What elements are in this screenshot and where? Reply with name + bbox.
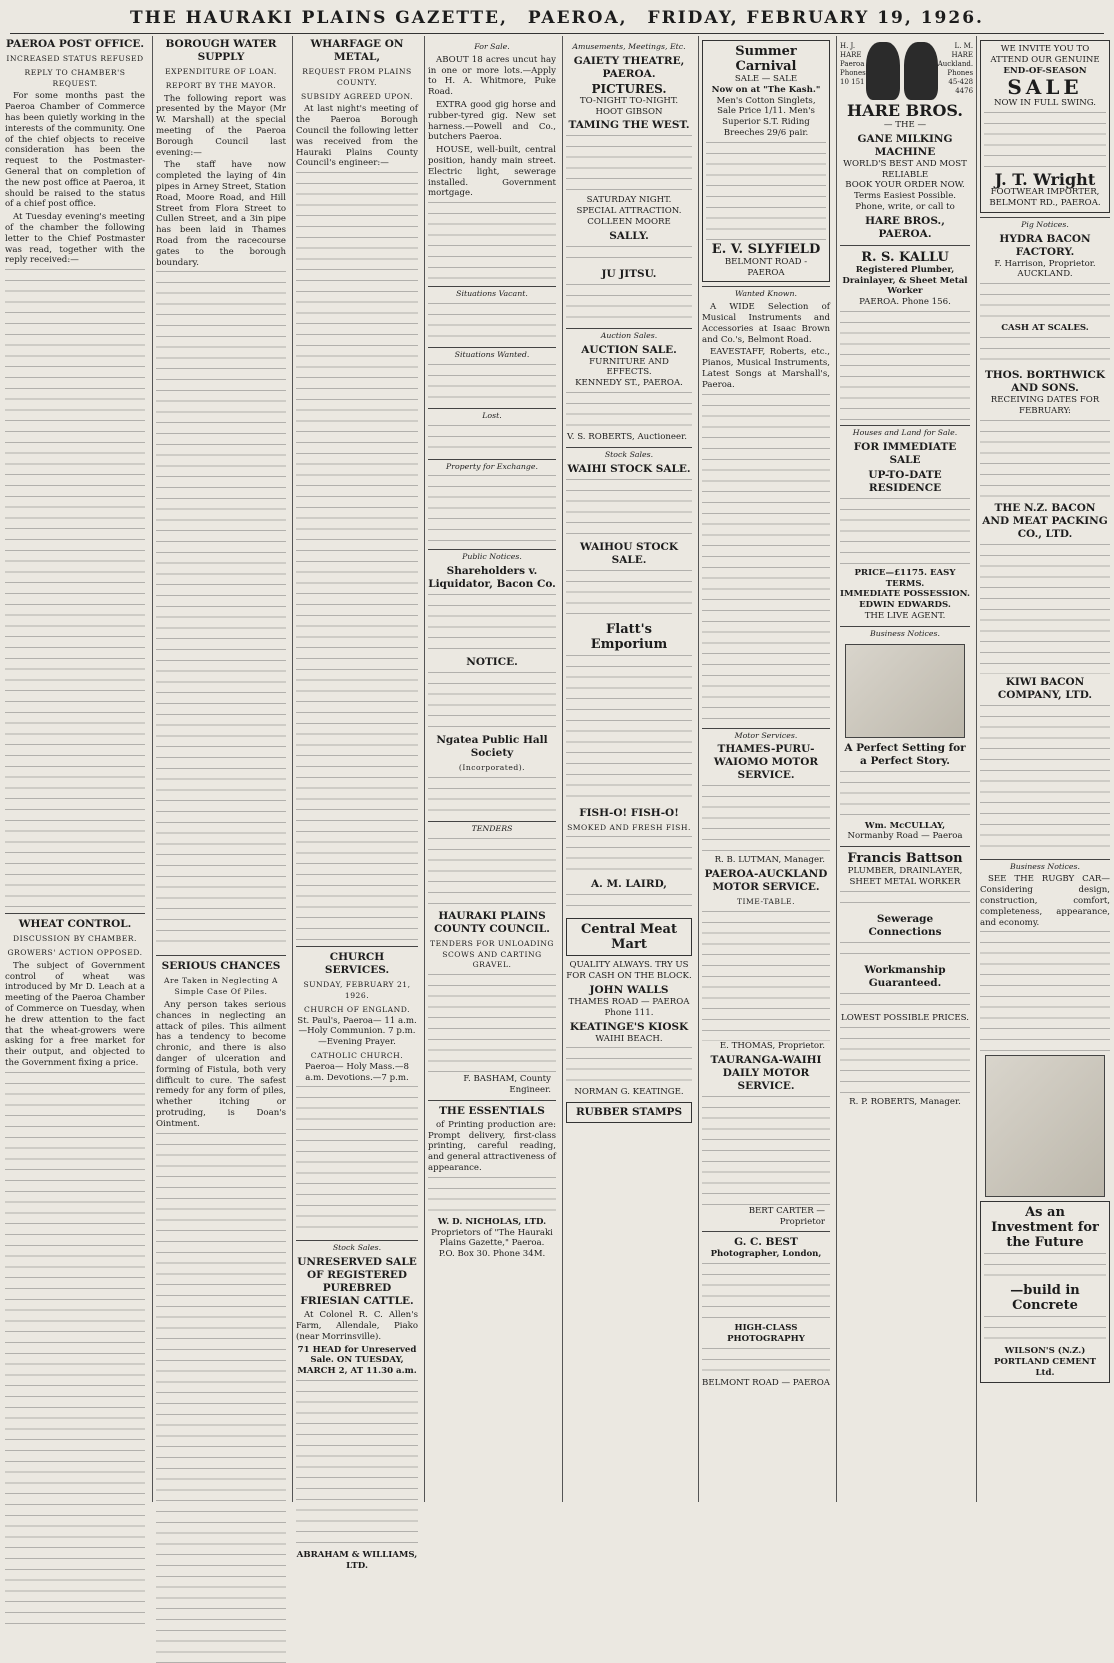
hare-left-contact: H. J. HARE Paeroa Phones 10 151 (840, 42, 866, 86)
theatre-name: GAIETY THEATRE, PAEROA. (573, 54, 685, 80)
body-text-block (428, 364, 556, 404)
notice-title: THE N.Z. BACON AND MEAT PACKING CO., LTD. (982, 501, 1108, 540)
section-heading: Property for Exchange. (428, 459, 556, 473)
ad-address: Normanby Road — Paeroa (847, 831, 963, 842)
divider (840, 245, 970, 246)
ad-contact: P.O. Box 30. Phone 34M. (438, 1249, 546, 1260)
service-signature: BERT CARTER — Proprietor (748, 1205, 825, 1227)
sale-agent: ABRAHAM & WILLIAMS, LTD. (296, 1549, 418, 1571)
theatre-tonight: TO-NIGHT TO-NIGHT. (579, 95, 679, 106)
ad-company-sub: Proprietors of "The Hauraki Plains Gazette," Paeroa. (431, 1227, 553, 1249)
masthead-town: PAEROA, (527, 8, 628, 28)
body-text-block (566, 1047, 692, 1087)
ad-subtitle: Registered Plumber, Drainlayer, & Sheet Metal Worker (842, 264, 968, 297)
article-paragraph: The following report was presented by the Mayor (Mr W. Marshall) at the special meeting of the Paeroa Borough Council last evening:— (156, 93, 286, 158)
notice-subtitle: (Incorporated). (458, 763, 526, 773)
auction-title: AUCTION SALE. (581, 343, 677, 356)
section-heading: Situations Wanted. (428, 347, 556, 361)
body-text-block (428, 838, 556, 908)
sale-invite: WE INVITE YOU TO ATTEND OUR GENUINE (990, 44, 1100, 65)
body-text-block (428, 974, 556, 1074)
section-heading: Business Notices. (840, 626, 970, 640)
theatre-star: COLLEEN MOORE (587, 216, 671, 227)
ad-company: E. V. SLYFIELD (711, 241, 821, 257)
ad-title: SERIOUS CHANCES (161, 960, 281, 973)
sale-word: SALE (1007, 75, 1083, 100)
column-8 (976, 36, 1113, 1502)
ad-cta: BOOK YOUR ORDER NOW. (845, 180, 965, 191)
service-subtitle: TIME-TABLE. (736, 897, 796, 907)
masthead-rule (10, 33, 1104, 34)
article-title: WHARFAGE ON METAL, (310, 38, 404, 63)
concrete-ad (980, 1201, 1110, 1382)
ad-company: W. D. NICHOLAS, LTD. (437, 1216, 547, 1227)
service-title: TAURANGA-WAIHI DAILY MOTOR SERVICE. (710, 1053, 822, 1092)
service-title: PAEROA-AUCKLAND MOTOR SERVICE. (704, 868, 828, 894)
section-heading: Situations Vacant. (428, 286, 556, 300)
carnival-title: Summer Carnival (735, 44, 797, 74)
article-title: BOROUGH WATER SUPPLY (165, 38, 277, 63)
agent-name: EDWIN EDWARDS. (859, 600, 951, 611)
body-text-block (428, 425, 556, 455)
ad-title: Flatt's Emporium (590, 621, 668, 652)
stock-sale-title: WAIHOU STOCK SALE. (579, 540, 679, 566)
column-7 (836, 36, 973, 1502)
body-text-block (702, 1263, 830, 1323)
column-6 (698, 36, 833, 1502)
body-text-block (296, 1380, 418, 1550)
body-text-block (984, 1316, 1106, 1346)
church-denomination: CHURCH OF ENGLAND. (304, 1004, 410, 1014)
ad-company: G. C. BEST (734, 1236, 798, 1249)
section-heading: For Sale. (474, 42, 510, 51)
body-text-block (428, 202, 556, 282)
ad-slogan: QUALITY ALWAYS. TRY US FOR CASH ON THE BLOCK. (566, 960, 692, 982)
ad-subtitle: FOOTWEAR IMPORTER, BELMONT RD., PAEROA. (989, 187, 1101, 208)
ad-slogan: —build in Concrete (1010, 1283, 1080, 1314)
section-heading: TENDERS (428, 821, 556, 835)
classified-ad: EAVESTAFF, Roberts, etc., Pianos, Musical Instruments, Latest Songs at Marshall's, Paeroa. (702, 347, 830, 390)
article-subhead: REPLY TO CHAMBER'S REQUEST. (24, 67, 126, 88)
section-heading: Stock Sales. (566, 447, 692, 461)
body-text-block (566, 246, 692, 266)
section-heading: Pig Notices. (980, 217, 1110, 231)
church-date: SUNDAY, FEBRUARY 21, 1926. (303, 980, 411, 1000)
church-denomination: CATHOLIC CHURCH. (310, 1050, 404, 1060)
ad-feature: Sewerage Connections (868, 912, 942, 938)
notice-title: Ngatea Public Hall Society (436, 734, 548, 760)
body-text-block (980, 283, 1110, 323)
theatre-pictures: PICTURES. (591, 81, 667, 96)
body-text-block (980, 544, 1110, 674)
notice-subtitle: F. Harrison, Proprietor. AUCKLAND. (994, 258, 1096, 280)
article-title: WHEAT CONTROL. (18, 918, 132, 931)
theatre-saturday: SATURDAY NIGHT. (586, 195, 672, 206)
section-heading: Amusements, Meetings, Etc. (572, 42, 686, 51)
ad-feature: LOWEST POSSIBLE PRICES. (841, 1012, 969, 1023)
body-text-block (5, 1072, 145, 1632)
ad-title: RUBBER STAMPS (566, 1102, 692, 1123)
body-text-block (428, 1177, 556, 1217)
article-subhead: GROWERS' ACTION OPPOSED. (7, 947, 143, 957)
body-text-block (296, 1086, 418, 1236)
classified-ad: ABOUT 18 acres uncut hay in one or more lots.—Apply to H. A. Whitmore, Puke Road. (428, 54, 556, 98)
section-heading: Houses and Land for Sale. (840, 425, 970, 439)
body-text-block (706, 142, 826, 242)
notice-title: NOTICE. (466, 656, 518, 669)
ad-address: BELMONT ROAD - PAEROA (724, 256, 808, 278)
classified-ad: HOUSE, well-built, central position, handy main street. Electric light, sewerage installed. Government mortgage. (428, 145, 556, 199)
masthead (0, 8, 1114, 32)
notice-subtitle: RECEIVING DATES FOR FEBRUARY: (990, 394, 1100, 416)
body-text-block (980, 705, 1110, 855)
rabbit-icon (866, 42, 900, 100)
masthead-paper: THE HAURAKI PLAINS GAZETTE, (130, 8, 508, 28)
body-text-block (156, 1133, 286, 1663)
masthead-date: FRIDAY, FEBRUARY 19, 1926. (647, 8, 984, 28)
body-text-block (984, 112, 1106, 172)
divider (840, 846, 970, 847)
carnival-location: Now on at "The Kash." (711, 84, 821, 95)
article-subtitle: DISCUSSION BY CHAMBER. (13, 934, 137, 944)
carnival-ad (702, 40, 830, 282)
ad-terms: Terms Easiest Possible. (853, 191, 957, 202)
article-subtitle: REQUEST FROM PLAINS COUNTY. (302, 67, 412, 87)
body-text-block (296, 172, 418, 942)
divider (428, 1100, 556, 1101)
column-1 (2, 36, 148, 1502)
ad-paragraph: Any person takes serious chances in neglecting an attack of piles. This ailment has a tendency to become chronic, and there is also danger of ulceration and forming of Fistula, both very difficult to cure. The safest remedy for any form of piles, whether itching or protruding, is Doan's Ointment. (156, 999, 286, 1129)
ad-title: As an Investment for the Future (991, 1205, 1099, 1251)
ad-product-sub: WORLD'S BEST AND MOST RELIABLE (843, 158, 967, 180)
classified-ad: SEE THE RUGBY CAR—Considering design, construction, comfort, completeness, appearance, and economy. (980, 874, 1110, 928)
church-times: St. Paul's, Paeroa— 11 a.m.—Holy Communion. 7 p.m.—Evening Prayer. (297, 1015, 417, 1048)
notice-title: Shareholders v. Liquidator, Bacon Co. (428, 565, 556, 591)
ad-company: J. T. Wright (994, 170, 1096, 190)
article-subtitle: INCREASED STATUS REFUSED (6, 54, 144, 63)
notice-cash: CASH AT SCALES. (1001, 323, 1089, 334)
ad-title: A Perfect Setting for a Perfect Story. (844, 741, 966, 767)
auction-items: FURNITURE AND EFFECTS. (589, 356, 669, 378)
hare-header (840, 42, 974, 100)
divider (5, 913, 145, 914)
ad-company: R. S. KALLU (861, 249, 949, 265)
ad-feature: Workmanship Guaranteed. (864, 963, 946, 989)
agent-tagline: THE LIVE AGENT. (864, 610, 946, 621)
body-text-block (980, 420, 1110, 500)
sale-status: NOW IN FULL SWING. (993, 98, 1097, 109)
auction-location: KENNEDY ST., PAEROA. (575, 378, 683, 389)
service-signature: E. THOMAS, Proprietor. (719, 1040, 825, 1051)
divider (702, 1231, 830, 1232)
ad-company: A. M. LAIRD, (591, 878, 667, 891)
body-text-block (566, 284, 692, 324)
theatre-feature: JU JITSU. (601, 267, 657, 280)
ad-address: THAMES ROAD — PAEROA (568, 996, 690, 1007)
ad-feature: HIGH-CLASS PHOTOGRAPHY (727, 1323, 805, 1344)
ad-product: GANE MILKING MACHINE (857, 132, 953, 158)
ad-divider-text: — THE — (883, 120, 927, 130)
body-text-block (984, 1253, 1106, 1283)
service-title: THAMES-PURU-WAIOMO MOTOR SERVICE. (713, 743, 819, 782)
ad-title: Central Meat Mart (566, 918, 692, 956)
notice-signature: F. BASHAM, County Engineer. (463, 1074, 551, 1095)
body-text-block (428, 672, 556, 732)
body-text-block (428, 475, 556, 545)
theatre-feature: TAMING THE WEST. (568, 119, 690, 132)
ad-subtitle: PLUMBER, DRAINLAYER, SHEET METAL WORKER (847, 866, 963, 887)
ad-title: FISH-O! FISH-O! (579, 806, 679, 819)
column-5 (562, 36, 695, 1502)
notice-title: HYDRA BACON FACTORY. (999, 232, 1091, 258)
body-text-block (566, 570, 692, 620)
ad-company: Francis Battson (847, 851, 963, 867)
body-text-block (840, 311, 970, 421)
body-text-block (566, 135, 692, 195)
article-paragraph: The staff have now completed the laying of 4in pipes in Arney Street, Station Road, Moore Road, and Hill Street from Flora Street to Cullen Street, and a 3in pipe has been laid in Thames Road from the racecourse gates to the borough boundary. (156, 160, 286, 268)
sale-type: END-OF-SEASON (1003, 65, 1087, 76)
stock-sale-title: WAIHI STOCK SALE. (567, 462, 691, 475)
body-text-block (566, 655, 692, 805)
notice-title: THOS. BORTHWICK AND SONS. (984, 368, 1106, 394)
section-heading: Motor Services. (702, 728, 830, 742)
ad-company: WILSON'S (N.Z.) PORTLAND CEMENT Ltd. (993, 1346, 1097, 1378)
church-times: Paeroa— Holy Mass.—8 a.m. Devotions.—7 p.m. (305, 1061, 409, 1083)
article-paragraph: At Tuesday evening's meeting of the chamber the following letter to the Chief Postmaster was read, together with the reply received:— (5, 212, 145, 266)
ad-company: Wm. McCULLAY, (864, 820, 946, 831)
notice-title: HAURAKI PLAINS COUNTY COUNCIL. (434, 909, 550, 935)
hare-bros-logo: HARE BROS. (847, 101, 963, 120)
ad-company: JOHN WALLS (589, 983, 669, 996)
article-paragraph: At last night's meeting of the Paeroa Borough Council the following letter was received from the Hauraki Plains County Council's engineer:— (296, 104, 418, 169)
body-text-block (5, 269, 145, 909)
auction-signature: V. S. ROBERTS, Auctioneer. (567, 431, 687, 442)
ad-address: BELMONT ROAD — PAEROA (702, 1377, 830, 1388)
section-heading: Wanted Known. (702, 286, 830, 300)
theatre-feature: SALLY. (609, 229, 649, 242)
section-heading: Stock Sales. (296, 1240, 418, 1254)
article-paragraph: The subject of Government control of wheat was introduced by Mr D. Leach at a meeting of the Paeroa Chamber of Commerce on Tuesday, when he drew attention to the fact that the wheat-growers were asking for a free market for their output, and objected to the Government fixing a price. (5, 960, 145, 1068)
body-text-block (566, 894, 692, 914)
house-price: PRICE—£1175. EASY TERMS. (854, 567, 956, 589)
body-text-block (702, 785, 830, 855)
house-possession: IMMEDIATE POSSESSION. (840, 589, 970, 600)
body-text-block (428, 303, 556, 343)
service-signature: R. B. LUTMAN, Manager. (714, 855, 825, 866)
cottage-illustration (985, 1055, 1105, 1197)
ad-subtitle: WAIHI BEACH. (595, 1033, 663, 1044)
ad-title: THE ESSENTIALS (439, 1104, 545, 1117)
body-text-block (702, 1348, 830, 1378)
body-text-block (566, 479, 692, 539)
column-2 (152, 36, 289, 1502)
classified-ad: A WIDE Selection of Musical Instruments and Accessories at Isaac Brown and Co.'s, Belmont Road. (702, 302, 830, 345)
body-text-block (840, 771, 970, 821)
body-text-block (840, 498, 970, 568)
notice-subtitle: TENDERS FOR UNLOADING SCOWS AND CARTING GRAVEL. (430, 938, 554, 970)
classified-ad: EXTRA good gig horse and rubber-tyred gig. New set harness.—Powell and Co., butchers Paeroa. (428, 99, 556, 143)
rabbit-icons (866, 42, 938, 100)
body-text-block (566, 392, 692, 432)
ad-company: HARE BROS., PAEROA. (865, 214, 945, 240)
ad-contact-line: Phone, write, or call to (855, 201, 955, 212)
section-heading: Auction Sales. (566, 328, 692, 342)
column-3 (292, 36, 421, 1571)
rabbit-icon (904, 42, 938, 100)
article-subtitle: EXPENDITURE OF LOAN. (165, 67, 277, 76)
ad-contact: PAEROA. Phone 156. (859, 297, 951, 308)
sale-date: 71 HEAD for Unreserved Sale. ON TUESDAY, MARCH 2, AT 11.30 a.m. (297, 1344, 417, 1377)
section-heading: Public Notices. (428, 549, 556, 563)
column-4 (424, 36, 559, 1502)
hare-right-contact: L. M. HARE Auckland. Phones 45-428 4476 (937, 42, 974, 95)
body-text-block (840, 1027, 970, 1097)
house-sale-subtitle: UP-TO-DATE RESIDENCE (868, 468, 942, 494)
body-text-block (566, 836, 692, 876)
article-subhead: REPORT BY THE MAYOR. (165, 80, 277, 90)
couple-illustration (845, 644, 965, 738)
theatre-star: HOOT GIBSON (595, 106, 663, 117)
carnival-items: Men's Cotton Singlets, Sale Price 1/11. Men's Superior S.T. Riding Breeches 29/6 pair. (716, 95, 816, 138)
article-paragraph: For some months past the Paeroa Chamber of Commerce has been quietly working in the interests of the community. One of the chief objects to receive consideration has been the request to the Postmaster-General that on completion of the new post office at Paeroa, it should be raised to the status of a chief post office. (5, 91, 145, 210)
notice-title: KIWI BACON COMPANY, LTD. (997, 675, 1093, 701)
section-heading: Lost. (428, 408, 556, 422)
body-text-block (428, 594, 556, 654)
ad-subtitle: SMOKED AND FRESH FISH. (567, 822, 691, 832)
divider (296, 946, 418, 947)
article-subhead: SUBSIDY AGREED UPON. (300, 91, 414, 101)
ad-subtitle: Are Taken in Neglecting A Simple Case Of Piles. (164, 976, 278, 997)
body-text-block (840, 891, 970, 911)
house-sale-title: FOR IMMEDIATE SALE (853, 440, 957, 466)
ad-paragraph: of Printing production are: Prompt delivery, first-class printing, careful reading, and general attractiveness of appearance. (428, 1119, 556, 1173)
section-heading: Business Notices. (980, 859, 1110, 873)
body-text-block (428, 777, 556, 817)
body-text-block (156, 271, 286, 951)
theatre-special: SPECIAL ATTRACTION. (576, 206, 682, 217)
body-text-block (702, 1096, 830, 1206)
carnival-sale: SALE — SALE (734, 74, 798, 84)
body-text-block (702, 911, 830, 1041)
body-text-block (840, 993, 970, 1013)
church-title: CHURCH SERVICES. (324, 951, 390, 977)
ad-title: KEATINGE'S KIOSK (569, 1020, 689, 1033)
sale-title: UNRESERVED SALE OF REGISTERED PUREBRED FRIESIAN CATTLE. (297, 1256, 417, 1308)
article-title: PAEROA POST OFFICE. (5, 38, 145, 50)
sale-paragraph: At Colonel R. C. Allen's Farm, Allendale, Piako (near Morrinsville). (296, 1310, 418, 1342)
ad-company: NORMAN G. KEATINGE. (574, 1087, 684, 1098)
ad-subtitle: Photographer, London, (710, 1249, 822, 1260)
sale-ad (980, 40, 1110, 213)
body-text-block (980, 337, 1110, 367)
body-text-block (702, 394, 830, 724)
ad-contact: Phone 111. (604, 1007, 654, 1018)
body-text-block (840, 942, 970, 962)
ad-signature: R. P. ROBERTS, Manager. (849, 1096, 961, 1107)
divider (156, 955, 286, 956)
body-text-block (980, 931, 1110, 1051)
